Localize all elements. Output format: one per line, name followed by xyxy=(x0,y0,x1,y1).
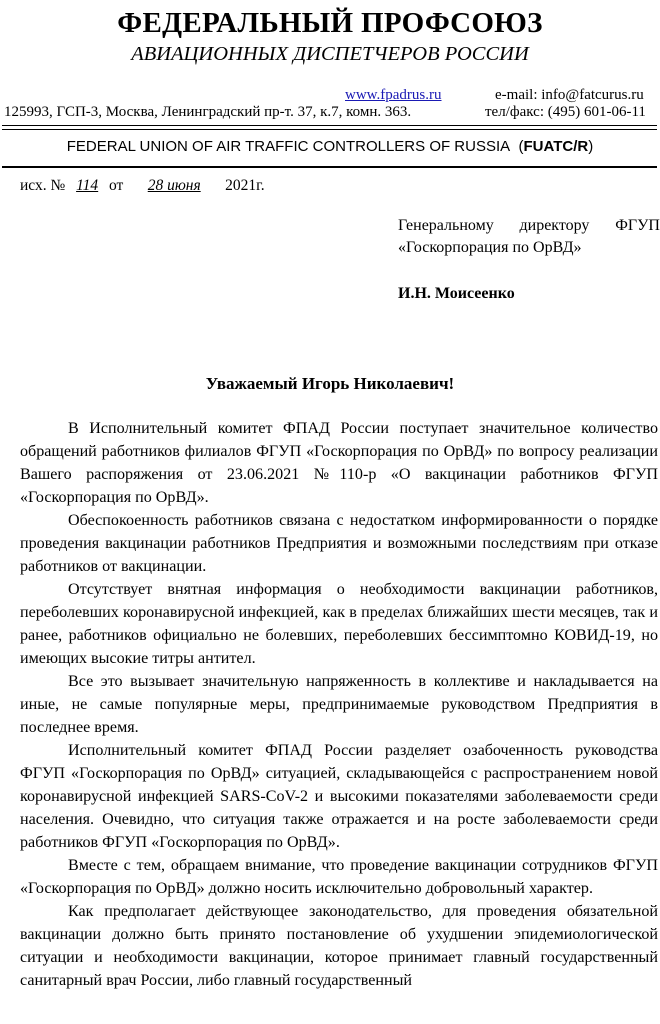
website-link[interactable]: www.fpadrus.ru xyxy=(345,87,442,103)
email-text: e-mail: info@fatcurus.ru xyxy=(495,87,644,103)
outgoing-date: 28 июня xyxy=(147,177,201,194)
header-divider-bottom xyxy=(2,166,657,168)
body-paragraph: В Исполнительный комитет ФПАД России поступает значительное количество обращений работников филиалов ФГУП «Госкорпорация по ОрВД» по вопросу реализации Вашего распоряжения от 23.06.2021 №110-р «О вакцинации работников ФГУП «Госкорпорация по ОрВД». xyxy=(20,420,658,506)
body-paragraph: Отсутствует внятная информация о необходимости вакцинации работников, переболевших коронавирусной инфекцией, как в пределах ближайших шести месяцев, так и ранее, работников официально не болевших, переболевших бессимптомно КОВИД-19, но имеющих высокие титры антител. xyxy=(20,581,658,667)
addressee-word: ФГУП xyxy=(615,217,660,234)
addressee-line1 xyxy=(398,215,660,237)
abbr-open: ( xyxy=(518,138,524,155)
header-divider-mid xyxy=(2,129,657,130)
body-paragraph: Исполнительный комитет ФПАД России разделяет озабоченность руководства ФГУП «Госкорпорация по ОрВД» ситуацией, складывающейся с распространением новой коронавирусной инфекцией SARS-CoV-2 и высокими показателями заболеваемости среди населения. Очевидно, что ситуация также отражается и на росте заболеваемости среди работников ФГУП «Госкорпорация по ОрВД». xyxy=(20,742,658,851)
outgoing-from: от xyxy=(109,177,124,194)
addressee-word: директору xyxy=(519,217,590,234)
english-name-text: FEDERAL UNION OF AIR TRAFFIC CONTROLLERS OF RUSSIA xyxy=(66,138,511,155)
header-divider-top xyxy=(2,125,657,126)
postal-address: 125993, ГСП-3, Москва, Ленинградский пр-т. 37, к.7, комн. 363. xyxy=(4,104,412,120)
addressee-line2: «Госкорпорация по ОрВД» xyxy=(398,239,582,256)
body-paragraph: Как предполагает действующее законодательство, для проведения обязательной вакцинации должно быть принято постановление об ухудшении эпидемиологической ситуации и необходимости вакцинации, которое принимает главный государственный санитарный врач России, либо главный государственный xyxy=(20,903,658,989)
letter-body xyxy=(20,417,658,992)
addressee-word: Генеральному xyxy=(398,217,494,234)
org-subtitle: АВИАЦИОННЫХ ДИСПЕТЧЕРОВ РОССИИ xyxy=(131,43,529,65)
english-abbr: FUATC/R xyxy=(523,138,589,155)
abbr-close: ) xyxy=(588,138,594,155)
salutation: Уважаемый Игорь Николаевич! xyxy=(205,374,455,393)
body-paragraph: Все это вызывает значительную напряженность в коллективе и накладывается на иные, не самые популярные меры, предпринимаемые руководством Предприятия в последнее время. xyxy=(20,673,658,736)
addressee-block xyxy=(398,215,660,259)
outgoing-reference xyxy=(20,176,265,196)
body-paragraph: Обеспокоенность работников связана с недостатком информированности о порядке проведения вакцинации работников Предприятия и возможными последствиям при отказе работников от вакцинации. xyxy=(20,512,658,575)
outgoing-year: 2021г. xyxy=(225,177,265,194)
org-title: ФЕДЕРАЛЬНЫЙ ПРОФСОЮЗ xyxy=(117,7,543,39)
outgoing-prefix: исх. № xyxy=(20,177,66,194)
body-paragraph: Вместе с тем, обращаем внимание, что проведение вакцинации сотрудников ФГУП «Госкорпорация по ОрВД» должно носить исключительно добровольный характер. xyxy=(20,857,658,897)
outgoing-number: 114 xyxy=(76,177,99,194)
addressee-name: И.Н. Моисеенко xyxy=(398,285,515,302)
english-org-name xyxy=(0,138,660,156)
phone-fax: тел/факс: (495) 601-06-11 xyxy=(485,104,646,120)
